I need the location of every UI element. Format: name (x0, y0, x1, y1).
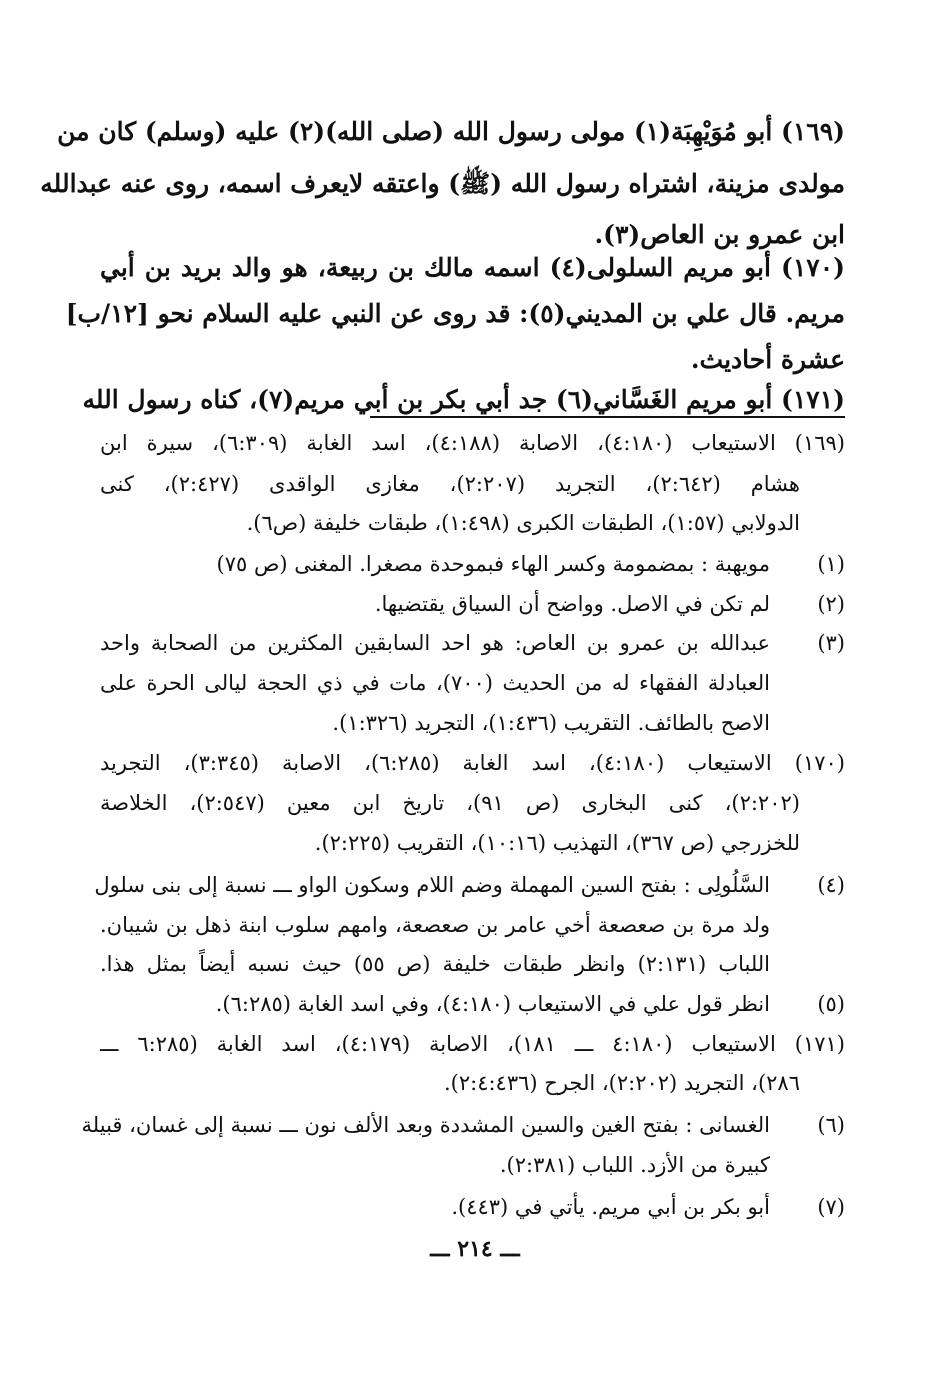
footnote-7-text: أبو بكر بن أبي مريم. يأتي في (٤٤٣). (451, 1195, 770, 1219)
page-number: ـــ ٢١٤ ـــ (430, 1236, 520, 1262)
footnote-170-line-3: للخزرجي (ص ٣٦٧)، التهذيب (١٠:١٦)، التقريب (٢:٢٢٥). (314, 831, 800, 855)
entry-170-line-1: (١٧٠) أبو مريم السلولى(٤) اسمه مالك بن ربيعة، هو والد بريد بن أبي (100, 253, 845, 282)
entry-169-line-2: مولدى مزينة، اشتراه رسول الله (ﷺ) واعتقه لايعرف اسمه، روى عنه عبدالله (40, 169, 845, 198)
footnote-5-text: انظر قول علي في الاستيعاب (٤:١٨٠)، وفي اسد الغابة (٦:٢٨٥). (215, 992, 770, 1016)
footnote-169-line-2: هشام (٢:٦٤٢)، التجريد (٢:٢٠٧)، مغازى الواقدى (٢:٤٢٧)، كنى (100, 472, 800, 496)
footnote-2-number: (٢) (817, 592, 845, 616)
footnote-171-line-1: (١٧١) الاستيعاب (٤:١٨٠ ـــ ١٨١)، الاصابة (٤:١٧٩)، اسد الغابة (٦:٢٨٥ ـــ (100, 1032, 845, 1056)
footnote-3-line-2: العبادلة الفقهاء له من الحديث (٧٠٠)، مات في ذي الحجة ليالى الحرة على (100, 671, 770, 695)
footnote-4-line-3: اللباب (٢:١٣١) وانظر طبقات خليفة (ص ٥٥) حيث نسبه أيضاً بمثل هذا. (100, 952, 771, 976)
footnote-5-number: (٥) (817, 992, 845, 1016)
footnote-6-number: (٦) (817, 1113, 845, 1137)
footnote-170-line-1: (١٧٠) الاستيعاب (٤:١٨٠)، اسد الغابة (٦:٢٨٥)، الاصابة (٣:٣٤٥)، التجريد (100, 751, 845, 775)
footnote-6-line-1: الغسانى : بفتح الغين والسين المشددة وبعد الألف نون ـــ نسبة إلى غسان، قبيلة (81, 1113, 770, 1137)
footnote-7-number: (٧) (817, 1195, 845, 1219)
footnote-separator (370, 416, 845, 418)
footnote-3-line-3: الاصح بالطائف. التقريب (١:٤٣٦)، التجريد (١:٣٢٦). (332, 711, 770, 735)
footnote-4-line-2: ولد مرة بن صعصعة أخي عامر بن صعصعة، وامهم سلوب ابنة ذهل بن شيبان. (100, 913, 770, 937)
footnote-3-number: (٣) (817, 631, 845, 655)
entry-170-line-2: مريم. قال علي بن المديني(٥): قد روى عن النبي عليه السلام نحو [١٢/ب] (65, 299, 845, 328)
entry-170-line-3: عشرة أحاديث. (690, 345, 845, 374)
footnote-4-line-1: السَّلُولِى : بفتح السين المهملة وضم اللام وسكون الواو ـــ نسبة إلى بنى سلول (94, 873, 770, 897)
entry-169-line-1: (١٦٩) أبو مُوَيْهِبَة(١) مولى رسول الله (صلى الله)(٢) عليه (وسلم) كان من (57, 117, 845, 146)
footnote-4-number: (٤) (817, 873, 845, 897)
footnote-171-line-2: ٢٨٦)، التجريد (٢:٢٠٢)، الجرح (٢:٤:٤٣٦). (443, 1071, 800, 1095)
entry-169-line-3: ابن عمرو بن العاص(٣). (594, 220, 845, 249)
footnote-169-line-1: (١٦٩) الاستيعاب (٤:١٨٠)، الاصابة (٤:١٨٨)، اسد الغابة (٦:٣٠٩)، سيرة ابن (100, 431, 845, 455)
footnote-6-line-2: كبيرة من الأزد. اللباب (٢:٣٨١). (499, 1153, 770, 1177)
entry-171-line-1: (١٧١) أبو مريم الغَسَّاني(٦) جد أبي بكر بن أبي مريم(٧)، كناه رسول الله (82, 385, 845, 414)
footnote-169-line-3: الدولابي (١:٥٧)، الطبقات الكبرى (١:٤٩٨)، طبقات خليفة (ص٦). (246, 511, 800, 535)
footnote-1-text: مويهبة : بمضمومة وكسر الهاء فبموحدة مصغرا. المغنى (ص ٧٥) (216, 552, 770, 576)
footnote-3-line-1: عبدالله بن عمرو بن العاص: هو احد السابقين المكثرين من الصحابة واحد (100, 631, 770, 655)
footnote-1-number: (١) (817, 552, 845, 576)
footnote-170-line-2: (٢:٢٠٢)، كنى البخارى (ص ٩١)، تاريخ ابن معين (٢:٥٤٧)، الخلاصة (100, 791, 800, 815)
footnote-2-text: لم تكن في الاصل. وواضح أن السياق يقتضيها. (374, 592, 770, 616)
